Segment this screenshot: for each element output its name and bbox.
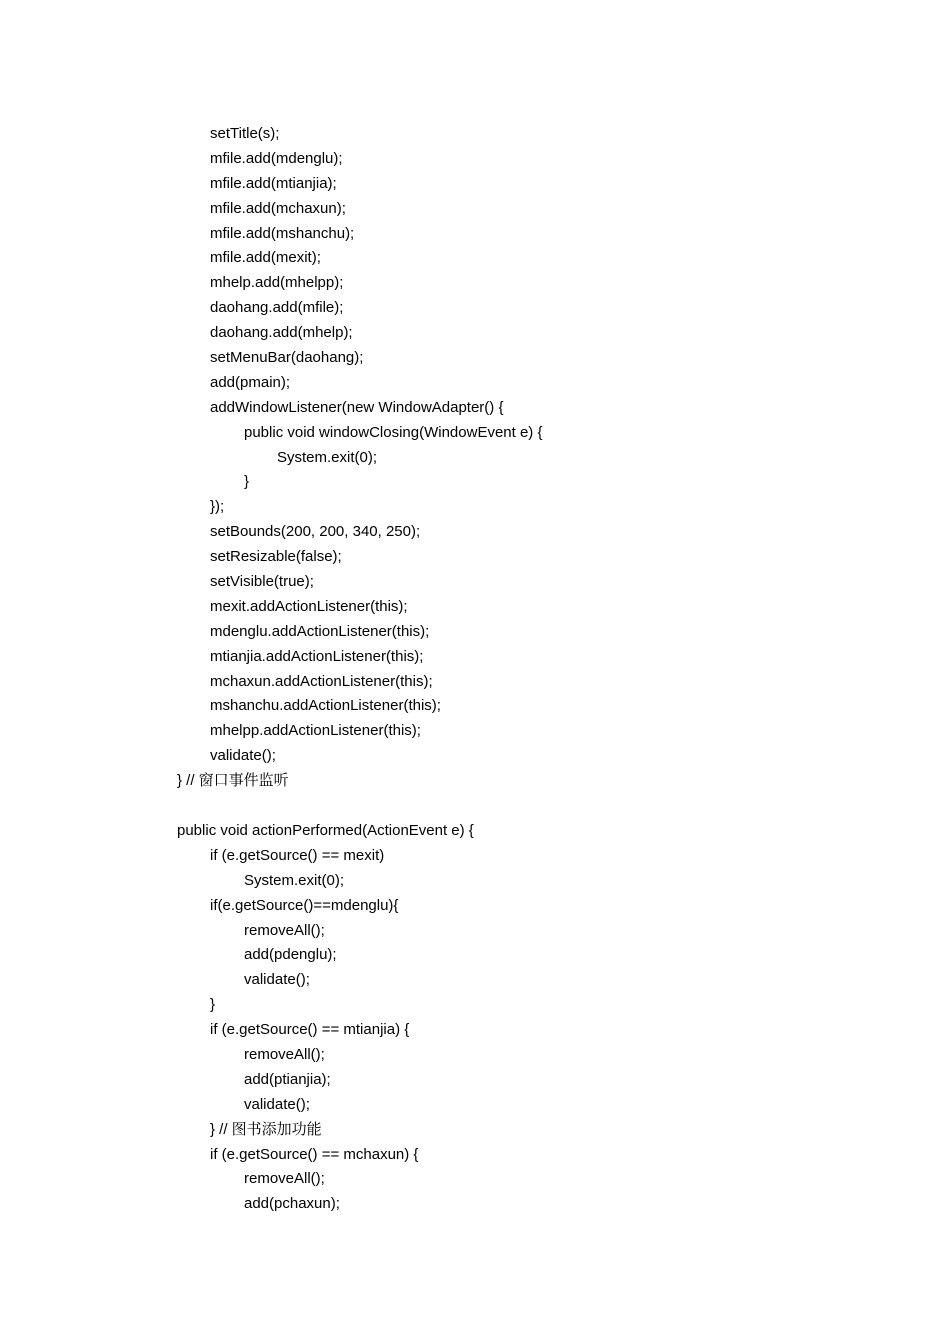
- code-line: [177, 794, 542, 819]
- code-line: add(pmain);: [210, 373, 291, 391]
- code-line: setTitle(s);: [210, 125, 280, 142]
- code-line: mhelpp.addActionListener(this);: [210, 722, 421, 740]
- code-line: mshanchu.addActionListener(this);: [210, 697, 441, 715]
- code-line: mhelp.add(mhelpp);: [210, 274, 344, 292]
- code-line: System.exit(0);: [277, 448, 378, 466]
- code-line: }: [210, 996, 216, 1014]
- code-line: mdenglu.addActionListener(this);: [210, 622, 430, 640]
- code-line: add(pchaxun);: [244, 1195, 340, 1213]
- code-line: mtianjia.addActionListener(this);: [210, 647, 424, 665]
- code-line: validate();: [244, 971, 310, 989]
- code-line: });: [210, 498, 225, 516]
- code-line: mfile.add(mdenglu);: [210, 149, 343, 167]
- code-line: add(pdenglu);: [244, 946, 337, 964]
- code-line: setVisible(true);: [210, 573, 314, 591]
- code-line: removeAll();: [244, 1045, 325, 1063]
- code-line: daohang.add(mhelp);: [210, 324, 353, 342]
- code-line: if (e.getSource() == mexit): [210, 846, 385, 864]
- code-line: mfile.add(mshanchu);: [210, 224, 355, 242]
- code-line: validate();: [210, 747, 276, 765]
- code-line: mchaxun.addActionListener(this);: [210, 672, 433, 690]
- code-line: removeAll();: [244, 1170, 325, 1188]
- code-line: mfile.add(mchaxun);: [210, 199, 346, 217]
- code-line: public void windowClosing(WindowEvent e) {: [244, 423, 543, 441]
- code-line: System.exit(0);: [244, 871, 345, 889]
- code-line: setResizable(false);: [210, 548, 342, 566]
- code-listing: [177, 122, 542, 1217]
- code-line: } // 窗口事件监听: [177, 772, 289, 790]
- code-line: if(e.getSource()==mdenglu){: [210, 896, 399, 914]
- code-line: }: [244, 473, 250, 491]
- code-line: if (e.getSource() == mtianjia) {: [210, 1021, 410, 1039]
- code-line: if (e.getSource() == mchaxun) {: [210, 1145, 419, 1163]
- code-line: public void actionPerformed(ActionEvent e) {: [177, 821, 474, 839]
- code-line: daohang.add(mfile);: [210, 299, 344, 317]
- code-line: add(ptianjia);: [244, 1070, 331, 1088]
- code-line: setMenuBar(daohang);: [210, 349, 364, 367]
- code-line: validate();: [244, 1095, 310, 1113]
- code-line: } // 图书添加功能: [210, 1120, 322, 1138]
- code-line: removeAll();: [244, 921, 325, 939]
- code-line: mfile.add(mtianjia);: [210, 174, 337, 192]
- code-line: addWindowListener(new WindowAdapter() {: [210, 398, 504, 416]
- code-line: setBounds(200, 200, 340, 250);: [210, 523, 421, 541]
- code-line: mexit.addActionListener(this);: [210, 597, 408, 615]
- code-line: mfile.add(mexit);: [210, 249, 321, 267]
